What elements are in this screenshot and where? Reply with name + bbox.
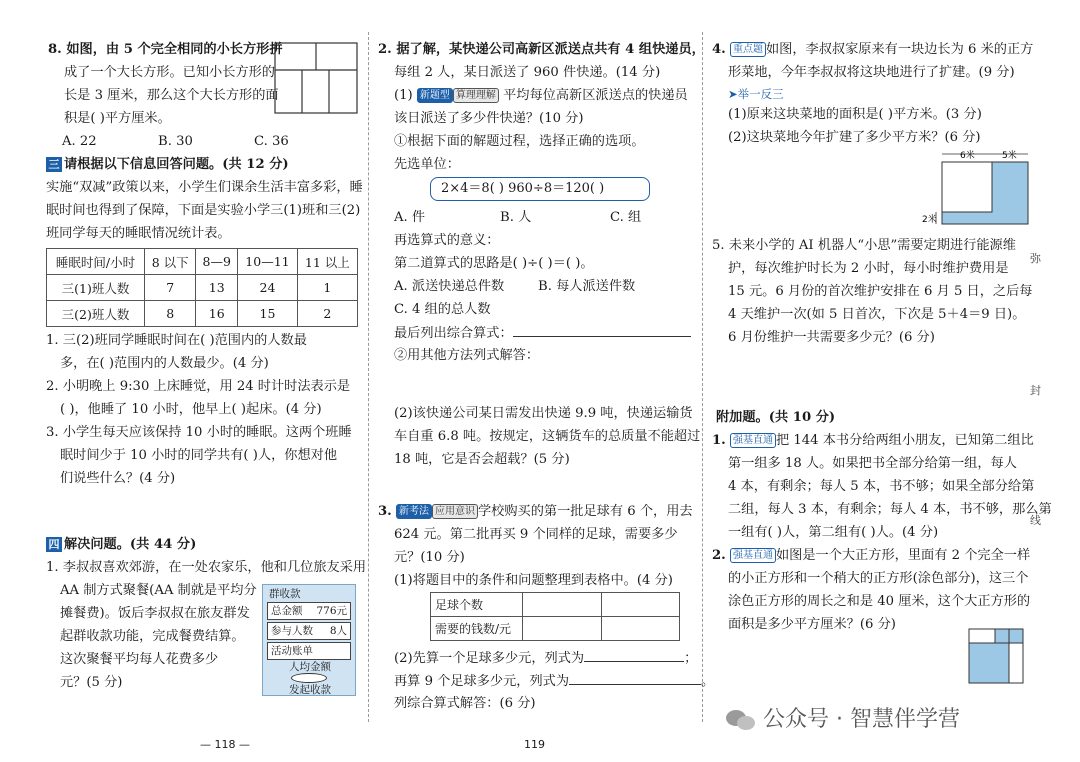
sleep-table-header-row	[47, 249, 358, 275]
bonus-q1-line4: 二组，每人 3 本，有剩余；每人 4 本，书不够，那么第	[728, 502, 1052, 517]
total-amount-row	[267, 602, 351, 620]
bonus-q1-text: 把 144 本书分给两组小朋友，已知第二组比	[775, 433, 1034, 448]
practice-label: 举一反三	[737, 87, 784, 101]
sec4-p1-line6: 元？(5 分)	[60, 675, 123, 690]
s2b-text: 再算 9 个足球多少元，列式为	[394, 674, 570, 689]
key-question-tag: 重点题	[730, 42, 766, 57]
sec4-p1-line3: 摊餐费)。饭后李叔叔在旅友群发	[60, 606, 250, 621]
dimension-5m: 5米	[1002, 151, 1017, 161]
table-cell: 1	[297, 275, 357, 301]
participants-row	[267, 622, 351, 640]
bonus-q1-number: 1.	[712, 433, 726, 448]
q8-option-c: C. 36	[254, 134, 289, 149]
table-cell[interactable]	[601, 593, 680, 617]
table-header-cell: 8 以下	[145, 249, 196, 275]
table-header-cell: 10—11	[238, 249, 298, 275]
c3-q5-line2: 护，每次维护时长为 2 小时，每小时维护费用是	[728, 261, 1009, 276]
rectangle-figure	[274, 42, 358, 114]
c2-q3-s2c: 列综合算式解答：(6 分)	[394, 696, 536, 711]
c2-q2-step1: ①根据下面的解题过程，选择正确的选项。	[394, 134, 645, 149]
q8-line1: 8. 如图，由 5 个完全相同的小长方形拼	[48, 42, 283, 57]
table-row	[47, 301, 358, 327]
c3-q4-s2: (2)这块菜地今年扩建了多少平方米？(6 分)	[728, 130, 981, 145]
participants-value: 8人	[329, 625, 347, 637]
section4-number: 四	[46, 537, 62, 552]
arrow-icon: ➤	[728, 87, 738, 101]
left-page-column	[40, 0, 367, 730]
new-type-tag: 新题型	[417, 88, 453, 103]
page-number-right: 119	[524, 738, 545, 751]
per-person-label: 人均金额	[289, 661, 331, 673]
table-cell: 三(2)班人数	[47, 301, 145, 327]
c2-q2-final	[394, 323, 691, 344]
section3-heading	[46, 155, 289, 175]
table-cell: 13	[196, 275, 238, 301]
football-table	[430, 592, 680, 641]
football-count-label: 足球个数	[431, 593, 523, 617]
binding-mark: 弥	[1030, 252, 1041, 265]
binding-mark: 线	[1030, 514, 1041, 527]
watermark	[726, 702, 960, 733]
middle-column	[378, 0, 715, 730]
big-square-figure	[968, 628, 1024, 684]
idea-option-c: C. 4 组的总人数	[394, 302, 491, 317]
c3-q5-line3: 15 元。6 月份的首次维护安排在 6 月 5 日，之后每	[728, 284, 1033, 299]
vegetable-plot-figure	[922, 150, 1032, 226]
bonus-q2-line3: 涂色正方形的周长之和是 40 厘米，这个大正方形的	[728, 594, 1031, 609]
bonus-q1-line1	[712, 431, 1034, 451]
sec3-q1-line1: 1. 三(2)班同学睡眠时间在( )范围内的人数最	[46, 333, 307, 348]
q3-text-line1: 学校购买的第一批足球有 6 个，用去	[477, 504, 693, 519]
application-tag: 应用意识	[432, 504, 478, 519]
c2-q3-line3: 元？(10 分)	[394, 550, 465, 565]
bonus-q2-line1	[712, 546, 1030, 566]
sub1-text: 平均每位高新区派送点的快递员	[503, 88, 688, 103]
bonus-q2-line2: 的小正方形和一个稍大的正方形(涂色部分)，这三个	[728, 571, 1029, 586]
q3-number: 3.	[378, 504, 392, 519]
table-row	[47, 275, 358, 301]
section3-intro1: 实施“双减”政策以来，小学生们课余生活丰富多彩，睡	[46, 180, 363, 195]
money-needed-label: 需要的钱数/元	[431, 617, 523, 641]
table-header-cell: 睡眠时间/小时	[47, 249, 145, 275]
total-amount-label: 总金额	[271, 605, 303, 617]
dimension-6m: 6米	[960, 151, 975, 161]
bonus-q2-number: 2.	[712, 548, 726, 563]
q4-number: 4.	[712, 42, 726, 57]
c2-q3-line1	[378, 502, 693, 522]
table-row	[431, 617, 680, 641]
table-cell[interactable]	[601, 617, 680, 641]
c2-q2-sub1	[394, 86, 688, 106]
unit-option-c: C. 组	[610, 210, 642, 225]
c2-q2-unit: 先选单位：	[394, 157, 460, 172]
wechat-icon	[726, 708, 756, 732]
table-header-cell: 11 以上	[297, 249, 357, 275]
q8-line4: 积是( )平方厘米。	[64, 111, 171, 126]
group-payment-title: 群收款	[269, 588, 301, 600]
c2-q3-s2b: 再算 9 个足球多少元，列式为 。	[394, 671, 714, 692]
q8-line2: 成了一个大长方形。已知小长方形的	[64, 65, 275, 80]
q8-option-a: A. 22	[62, 134, 97, 149]
section3-intro3: 班同学每天的睡眠情况统计表。	[46, 226, 231, 241]
sec3-q2-line2: ( )，他睡了 10 小时，他早上( )起床。(4 分)	[60, 402, 322, 417]
right-column	[712, 0, 1052, 730]
bonus-title: 附加题。(共 10 分)	[716, 410, 836, 425]
section3-number: 三	[46, 157, 62, 172]
idea-option-a: A. 派送快递总件数	[394, 279, 505, 294]
c3-q5-line1: 5. 未来小学的 AI 机器人“小思”需要定期进行能源维	[712, 238, 1016, 253]
section3-title: 请根据以下信息回答问题。(共 12 分)	[64, 157, 289, 172]
bonus-q1-line5: 一组有( )人，第二组有( )人。(4 分)	[728, 525, 939, 540]
section4-title: 解决问题。(共 44 分)	[64, 537, 197, 552]
answer-line[interactable]	[584, 648, 684, 662]
sec3-q3-line3: 们说些什么？(4 分)	[60, 471, 176, 486]
s2-text: (2)先算一个足球多少元，列式为	[394, 651, 585, 666]
table-cell: 2	[297, 301, 357, 327]
c3-q4-s1: (1)原来这块菜地的面积是( )平方米。(3 分)	[728, 107, 982, 122]
table-row	[431, 593, 680, 617]
bonus-q2-text: 如图是一个大正方形，里面有 2 个完全一样	[775, 548, 1031, 563]
c2-q3-line2: 624 元。第二批再买 9 个同样的足球，需要多少	[394, 527, 678, 542]
c2-q2-sub2-line2: 车自重 6.8 吨。按规定，这辆货车的总质量不能超过	[394, 429, 701, 444]
page-number-left: — 118 —	[200, 738, 250, 751]
initiate-payment-button: 发起收款	[289, 684, 331, 696]
answer-line[interactable]	[569, 671, 701, 685]
bonus-q2-line4: 面积是多少平方厘米？(6 分)	[728, 617, 896, 632]
c2-q3-s2: (2)先算一个足球多少元，列式为 ；	[394, 648, 697, 669]
c2-q2-sub1-line2: 该日派送了多少件快递？(10 分)	[394, 111, 584, 126]
binding-mark: 封	[1030, 384, 1041, 397]
bonus-q1-line3: 4 本，有剩余；每人 5 本，书不够；如果全部分给第	[728, 479, 1035, 494]
formula-box: 2×4＝8( ) 960÷8＝120( )	[430, 177, 650, 201]
c2-q2-step2: ②用其他方法列式解答：	[394, 348, 540, 363]
c3-q4-line2: 形菜地，今年李叔叔将这块地进行了扩建。(9 分)	[728, 65, 1015, 80]
strong-foundation-tag: 强基直通	[730, 548, 776, 563]
table-cell: 16	[196, 301, 238, 327]
unit-option-b: B. 人	[500, 210, 532, 225]
table-cell: 15	[238, 301, 298, 327]
section4-heading	[46, 535, 196, 555]
group-payment-panel	[262, 584, 356, 696]
c2-q3-s1: (1)将题目中的条件和问题整理到表格中。(4 分)	[394, 573, 673, 588]
new-method-tag: 新考法	[396, 504, 432, 519]
c3-q5-line5: 6 月份维护一共需要多少元？(6 分)	[728, 330, 935, 345]
sec4-p1-line5: 这次聚餐平均每人花费多少	[60, 652, 219, 667]
sec3-q1-line2: 多，在( )范围内的人数最少。(4 分)	[60, 356, 269, 371]
c2-q2-idea: 第二道算式的思路是( )÷( )＝( )。	[394, 256, 594, 271]
q8-option-b: B. 30	[158, 134, 193, 149]
unit-option-a: A. 件	[394, 210, 426, 225]
table-cell[interactable]	[523, 593, 602, 617]
c2-q2-line1: 2. 据了解，某快递公司高新区派送点共有 4 组快递员，	[378, 42, 705, 57]
c2-q2-sub2-line3: 18 吨，它是否会超载？(5 分)	[394, 452, 570, 467]
participants-label: 参与人数	[271, 625, 313, 637]
table-cell: 7	[145, 275, 196, 301]
q4-text-line1: 如图，李叔叔家原来有一块边长为 6 米的正方	[765, 42, 1034, 57]
activity-bill-row	[267, 642, 351, 660]
column-divider	[368, 32, 369, 722]
total-amount-value: 776元	[316, 605, 347, 617]
sec4-p1-line2: AA 制方式聚餐(AA 制就是平均分	[60, 583, 257, 598]
table-header-cell: 8—9	[196, 249, 238, 275]
table-cell[interactable]	[523, 617, 602, 641]
sec4-p1-line4: 起群收款功能，完成餐费结算。	[60, 629, 245, 644]
c3-q5-line4: 4 天维护一次(如 5 日首次，下次是 5＋4＝9 日)。	[728, 307, 1026, 322]
idea-option-b: B. 每人派送件数	[538, 279, 636, 294]
c2-q2-sub2-line1: (2)该快递公司某日需发出快递 9.9 吨，快递运输货	[394, 406, 693, 421]
table-cell: 8	[145, 301, 196, 327]
q8-line3: 长是 3 厘米，那么这个大长方形的面	[64, 88, 279, 103]
dimension-2m: 2米	[922, 215, 937, 225]
activity-bill-label: 活动账单	[271, 645, 313, 657]
column-divider	[702, 32, 703, 722]
bonus-q1-line2: 第一组多 18 人。如果把书全部分给第一组，每人	[728, 456, 1017, 471]
final-label: 最后列出综合算式：	[394, 326, 513, 341]
c3-q4-line1	[712, 40, 1033, 60]
sec3-q3-line2: 眠时间少于 10 小时的同学共有( )人，你想对他	[60, 448, 338, 463]
sub1-number: (1)	[394, 88, 413, 103]
c3-q4-sub	[728, 84, 784, 104]
section3-intro2: 眠时间也得到了保障，下面是实验小学三(1)班和三(2)	[46, 203, 361, 218]
answer-line[interactable]	[513, 323, 691, 337]
sec3-q2-line1: 2. 小明晚上 9:30 上床睡觉，用 24 时计时法表示是	[46, 379, 351, 394]
table-cell: 24	[238, 275, 298, 301]
strong-foundation-tag: 强基直通	[730, 433, 776, 448]
sec4-p1-line1: 1. 李叔叔喜欢郊游，在一处农家乐，他和几位旅友采用	[46, 560, 367, 575]
reasoning-tag: 算理理解	[453, 88, 499, 103]
c2-q2-meaning: 再选算式的意义：	[394, 233, 500, 248]
c2-q2-line2: 每组 2 人，某日派送了 960 件快递。(14 分)	[394, 65, 661, 80]
watermark-text: 公众号 · 智慧伴学营	[763, 707, 960, 732]
sleep-table	[46, 248, 358, 327]
table-cell: 三(1)班人数	[47, 275, 145, 301]
sec3-q3-line1: 3. 小学生每天应该保持 10 小时的睡眠。这两个班睡	[46, 425, 352, 440]
